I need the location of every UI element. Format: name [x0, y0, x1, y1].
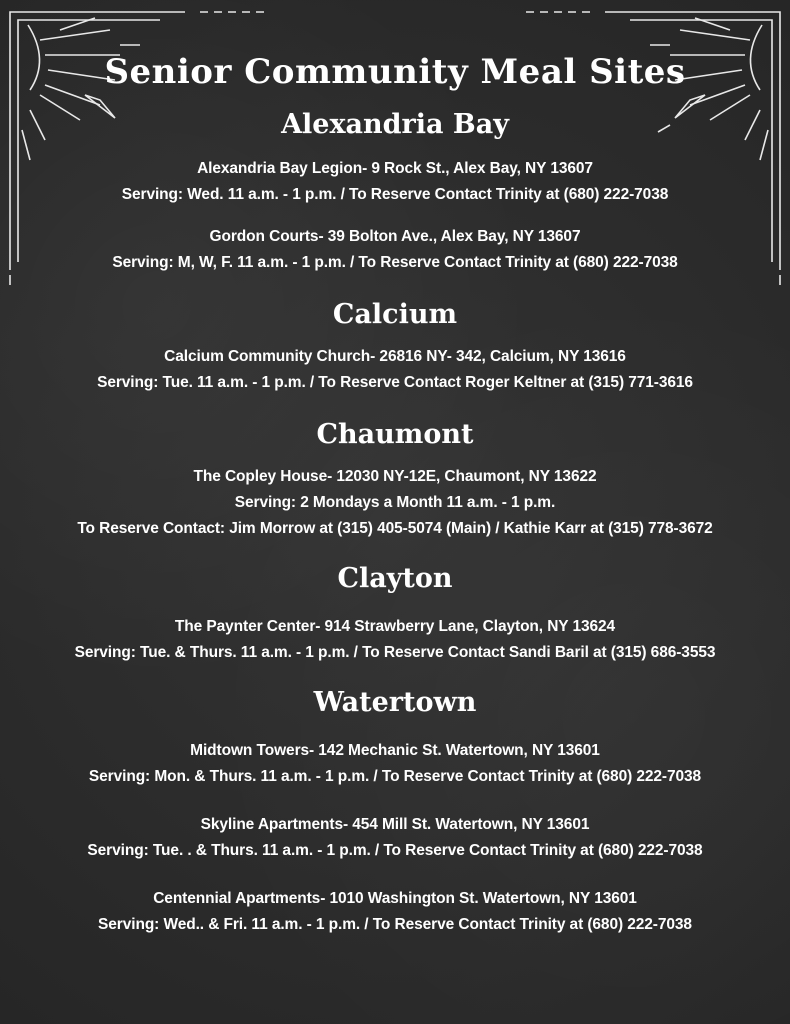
site-serving: Serving: Mon. & Thurs. 11 a.m. - 1 p.m. / To Reserve Contact Trinity at (680) 222-7038 — [88, 768, 702, 785]
section-calcium — [0, 298, 790, 396]
site-address: Alexandria Bay Legion- 9 Rock St., Alex Bay, NY 13607 — [197, 160, 593, 177]
site-entry — [0, 614, 790, 666]
site-serving: Serving: M, W, F. 11 a.m. - 1 p.m. / To Reserve Contact Trinity at (680) 222-7038 — [112, 254, 678, 271]
site-serving: Serving: Wed.. & Fri. 11 a.m. - 1 p.m. / To Reserve Contact Trinity at (680) 222-7038 — [98, 916, 692, 933]
site-address: The Paynter Center- 914 Strawberry Lane, Clayton, NY 13624 — [174, 618, 616, 635]
section-title: Calcium — [332, 299, 458, 330]
site-serving: Serving: Tue. . & Thurs. 11 a.m. - 1 p.m. / To Reserve Contact Trinity at (680) 222-7038 — [87, 842, 703, 859]
site-serving: Serving: Wed. 11 a.m. - 1 p.m. / To Reserve Contact Trinity at (680) 222-7038 — [121, 186, 669, 203]
site-entry — [0, 156, 790, 208]
site-contact: To Reserve Contact: Jim Morrow at (315) 405-5074 (Main) / Kathie Karr at (315) 778-3672 — [77, 520, 713, 537]
site-address: Calcium Community Church- 26816 NY- 342, Calcium, NY 13616 — [164, 348, 626, 365]
site-entry — [0, 738, 790, 790]
section-chaumont — [0, 418, 790, 542]
site-entry — [0, 886, 790, 938]
site-serving: Serving: Tue. & Thurs. 11 a.m. - 1 p.m. / To Reserve Contact Sandi Baril at (315) 686-3553 — [74, 644, 716, 661]
section-title: Watertown — [313, 687, 477, 718]
section-watertown — [0, 686, 790, 938]
site-entry — [0, 464, 790, 542]
site-address: The Copley House- 12030 NY-12E, Chaumont, NY 13622 — [193, 468, 597, 485]
section-title: Clayton — [337, 563, 453, 594]
site-address: Gordon Courts- 39 Bolton Ave., Alex Bay, NY 13607 — [209, 228, 581, 245]
site-entry — [0, 812, 790, 864]
site-serving: Serving: Tue. 11 a.m. - 1 p.m. / To Reserve Contact Roger Keltner at (315) 771-3616 — [97, 374, 693, 391]
section-title: Chaumont — [316, 419, 474, 450]
section-clayton — [0, 562, 790, 666]
section-title: Alexandria Bay — [281, 109, 509, 140]
site-entry — [0, 224, 790, 276]
site-address: Centennial Apartments- 1010 Washington St. Watertown, NY 13601 — [153, 890, 637, 907]
page-title: Senior Community Meal Sites — [104, 52, 686, 92]
site-address: Midtown Towers- 142 Mechanic St. Watertown, NY 13601 — [190, 742, 600, 759]
site-entry — [0, 344, 790, 396]
site-serving: Serving: 2 Mondays a Month 11 a.m. - 1 p.m. — [234, 494, 556, 511]
section-alexandria-bay — [0, 108, 790, 276]
site-address: Skyline Apartments- 454 Mill St. Watertown, NY 13601 — [200, 816, 590, 833]
meal-sites-list — [0, 108, 790, 938]
